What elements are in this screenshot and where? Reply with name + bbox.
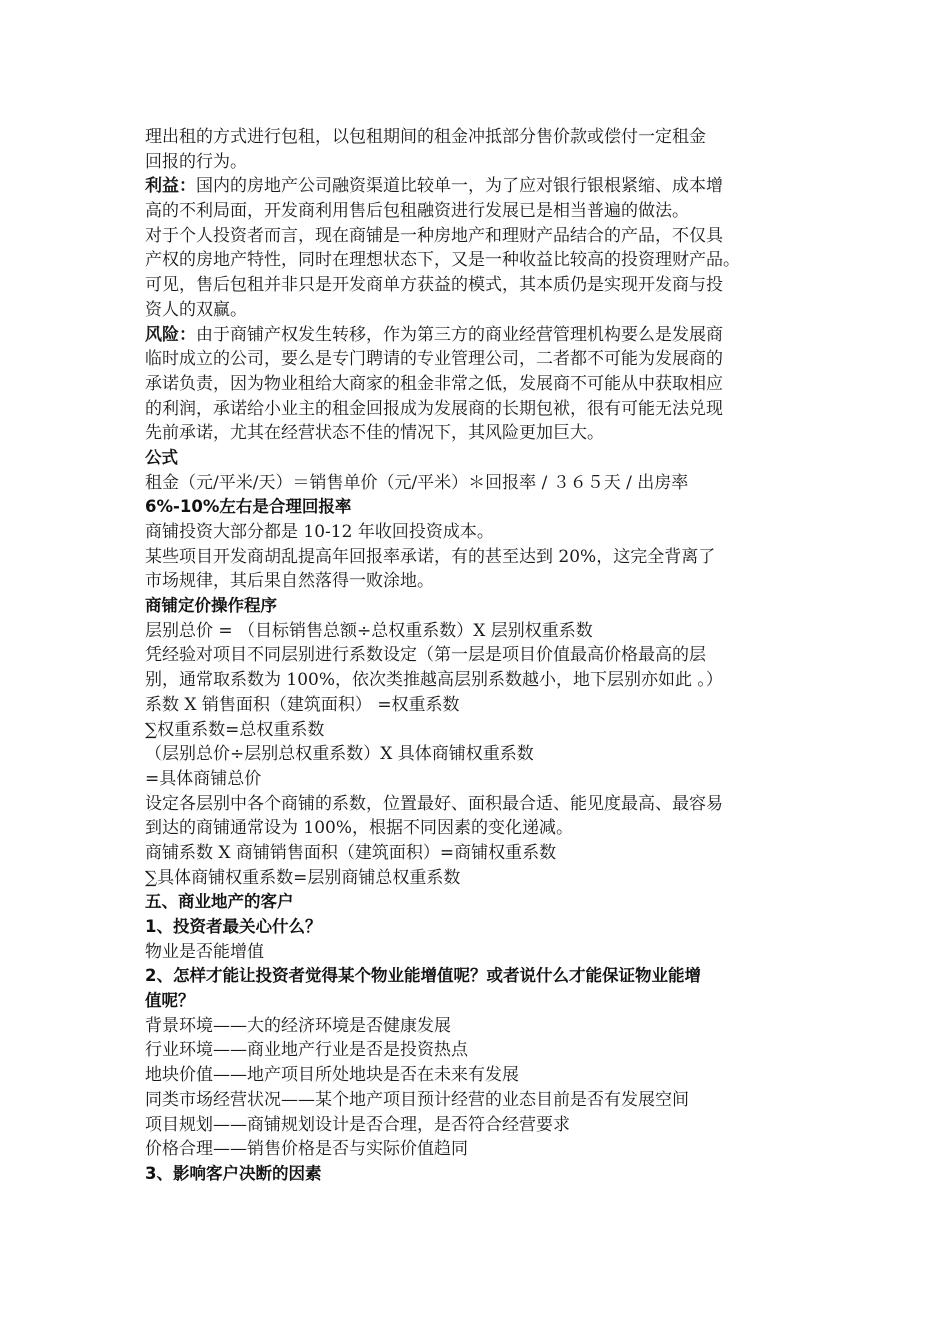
text-line: 设定各层别中各个商铺的系数，位置最好、面积最合适、能见度最高、最容易	[145, 793, 723, 814]
formula-line: ∑权重系数=总权重系数	[145, 719, 325, 740]
text-line: 资人的双赢。	[145, 299, 247, 320]
risk-text: 由于商铺产权发生转移，作为第三方的商业经营管理机构要么是发展商	[196, 324, 723, 345]
text-line: 承诺负责，因为物业租给大商家的租金非常之低，发展商不可能从中获取相应	[145, 373, 723, 394]
text-line: 临时成立的公司，要么是专门聘请的专业管理公司，二者都不可能为发展商的	[145, 349, 723, 370]
benefit-label: 利益：	[145, 176, 196, 197]
subheading-value-increase: 2、怎样才能让投资者觉得某个物业能增值呢？或者说什么才能保证物业能增	[145, 966, 701, 986]
text-line: 理出租的方式进行包租，以包租期间的租金冲抵部分售价款或偿付一定租金	[145, 127, 706, 147]
formula-line: 商铺系数 X 商铺销售面积（建筑面积）=商铺权重系数	[145, 842, 557, 863]
section-heading-pricing-procedure: 商铺定价操作程序	[145, 596, 277, 616]
text-line-benefit	[145, 174, 825, 199]
list-item: 行业环境——商业地产行业是否是投资热点	[145, 1040, 468, 1061]
formula-line: 系数 X 销售面积（建筑面积） =权重系数	[145, 694, 460, 715]
text-line: 回报的行为。	[145, 151, 247, 172]
risk-label: 风险：	[145, 324, 196, 345]
text-line: 到达的商铺通常设为 100%，根据不同因素的变化递减。	[145, 818, 574, 839]
text-line: 的利润，承诺给小业主的租金回报成为发展商的长期包袱，很有可能无法兑现	[145, 398, 723, 419]
text-line: 凭经验对项目不同层别进行系数设定（第一层是项目价值最高价格最高的层	[145, 645, 706, 666]
formula-line: （层别总价÷层别总权重系数）X 具体商铺权重系数	[145, 744, 534, 765]
text-line: 先前承诺，尤其在经营状态不佳的情况下，其风险更加巨大。	[145, 423, 604, 444]
text-line: 产权的房地产特性，同时在理想状态下，又是一种收益比较高的投资理财产品。	[145, 250, 740, 271]
text-line: 商铺投资大部分都是 10-12 年收回投资成本。	[145, 522, 494, 542]
text-line: 高的不利局面，开发商利用售后包租融资进行发展已是相当普遍的做法。	[145, 201, 689, 222]
list-item: 同类市场经营状况——某个地产项目预计经营的业态目前是否有发展空间	[145, 1089, 689, 1110]
formula-line: 层别总价 = （目标销售总额÷总权重系数）X 层别权重系数	[145, 620, 593, 641]
text-line: 物业是否能增值	[145, 941, 264, 962]
benefit-text: 国内的房地产公司融资渠道比较单一，为了应对银行银根紧缩、成本增	[196, 176, 723, 197]
text-line: 别，通常取系数为 100%，依次类推越高层别系数越小，地下层别亦如此 。）	[145, 670, 723, 691]
list-item: 背景环境——大的经济环境是否健康发展	[145, 1015, 451, 1036]
document-body	[145, 125, 825, 1187]
subheading-decision-factors: 3、影响客户决断的因素	[145, 1163, 322, 1183]
text-line-risk	[145, 323, 825, 348]
text-line: 市场规律，其后果自然落得一败涂地。	[145, 571, 434, 592]
formula-line: ∑具体商铺权重系数=层别商铺总权重系数	[145, 867, 461, 888]
list-item: 地块价值——地产项目所处地块是否在未来有发展	[145, 1065, 519, 1086]
text-line: 可见，售后包租并非只是开发商单方获益的模式，其本质仍是实现开发商与投	[145, 275, 723, 296]
list-item: 价格合理——销售价格是否与实际价值趋同	[145, 1139, 468, 1160]
section-heading-return-rate: 6%-10%左右是合理回报率	[145, 497, 352, 517]
subheading-investor-concern: 1、投资者最关心什么？	[145, 917, 322, 936]
section-heading-customers: 五、商业地产的客户	[145, 892, 294, 912]
subheading-value-increase-cont: 值呢？	[145, 991, 195, 1011]
list-item: 项目规划——商铺规划设计是否合理，是否符合经营要求	[145, 1114, 570, 1135]
text-line: 某些项目开发商胡乱提高年回报率承诺，有的甚至达到 20%，这完全背离了	[145, 546, 716, 567]
text-line: 对于个人投资者而言，现在商铺是一种房地产和理财产品结合的产品，不仅具	[145, 225, 723, 246]
formula-line: =具体商铺总价	[145, 768, 262, 789]
formula-line: 租金（元/平米/天）＝销售单价（元/平米）＊回报率 / ３６５天 / 出房率	[145, 472, 689, 493]
section-heading-formula: 公式	[145, 447, 178, 467]
